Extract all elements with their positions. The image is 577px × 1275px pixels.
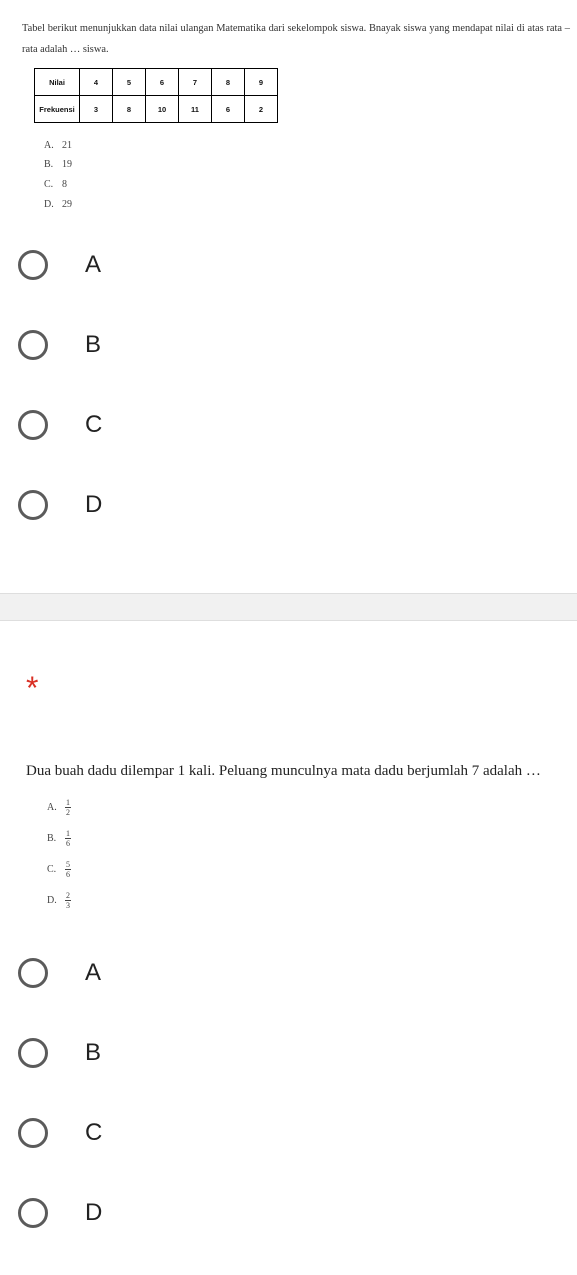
table-cell: 6 xyxy=(212,96,245,123)
radio-button[interactable] xyxy=(18,250,48,280)
fraction: $\frac{5}{6}$ xyxy=(66,860,70,879)
table-cell: 5 xyxy=(113,69,146,96)
table-cell: 2 xyxy=(245,96,278,123)
choice-label: C xyxy=(85,1119,103,1146)
option-c: C. $\frac{5}{6}$ xyxy=(47,860,70,879)
option-d: D. 29 xyxy=(44,199,72,210)
table-cell: 3 xyxy=(80,96,113,123)
question-2-text: Dua buah dadu dilempar 1 kali. Peluang munculnya mata dadu berjumlah 7 adalah … xyxy=(26,763,541,779)
table-cell: 8 xyxy=(113,96,146,123)
option-a: A. 21 xyxy=(44,140,72,151)
radio-button[interactable] xyxy=(18,1198,48,1228)
section-separator xyxy=(0,593,577,621)
table-row-frekuensi xyxy=(35,96,278,123)
choice-label: B xyxy=(85,331,102,358)
radio-button[interactable] xyxy=(18,1038,48,1068)
choice-label: B xyxy=(85,1039,102,1066)
table-cell: 11 xyxy=(179,96,212,123)
fraction: $\frac{1}{6}$ xyxy=(66,829,70,848)
table-cell: 8 xyxy=(212,69,245,96)
option-c: C. 8 xyxy=(44,179,67,190)
table-cell: 4 xyxy=(80,69,113,96)
choice-label: A xyxy=(85,251,102,278)
table-row-nilai xyxy=(35,69,278,96)
score-frequency-table xyxy=(34,68,278,123)
fraction: $\frac{1}{2}$ xyxy=(66,798,70,817)
radio-button[interactable] xyxy=(18,1118,48,1148)
table-header-nilai: Nilai xyxy=(35,69,80,96)
radio-button[interactable] xyxy=(18,410,48,440)
choice-label: A xyxy=(85,959,102,986)
fraction: $\frac{2}{3}$ xyxy=(66,891,70,910)
choice-label: D xyxy=(85,1199,103,1226)
radio-button[interactable] xyxy=(18,490,48,520)
option-d: D. $\frac{2}{3}$ xyxy=(47,891,70,910)
choice-label: D xyxy=(85,491,103,518)
choice-label: C xyxy=(85,411,103,438)
table-cell: 10 xyxy=(146,96,179,123)
table-cell: 7 xyxy=(179,69,212,96)
radio-button[interactable] xyxy=(18,958,48,988)
question-1-text: Tabel berikut menunjukkan data nilai ulangan Matematika dari sekelompok siswa. Bnayak siswa yang mendapat nilai di atas rata – rata adalah … siswa. xyxy=(22,23,570,55)
radio-button[interactable] xyxy=(18,330,48,360)
required-asterisk: * xyxy=(26,670,39,706)
table-header-frekuensi: Frekuensi xyxy=(35,96,80,123)
table-cell: 9 xyxy=(245,69,278,96)
option-a: A. $\frac{1}{2}$ xyxy=(47,798,70,817)
table-cell: 6 xyxy=(146,69,179,96)
option-b: B. 19 xyxy=(44,159,72,170)
option-b: B. $\frac{1}{6}$ xyxy=(47,829,70,848)
